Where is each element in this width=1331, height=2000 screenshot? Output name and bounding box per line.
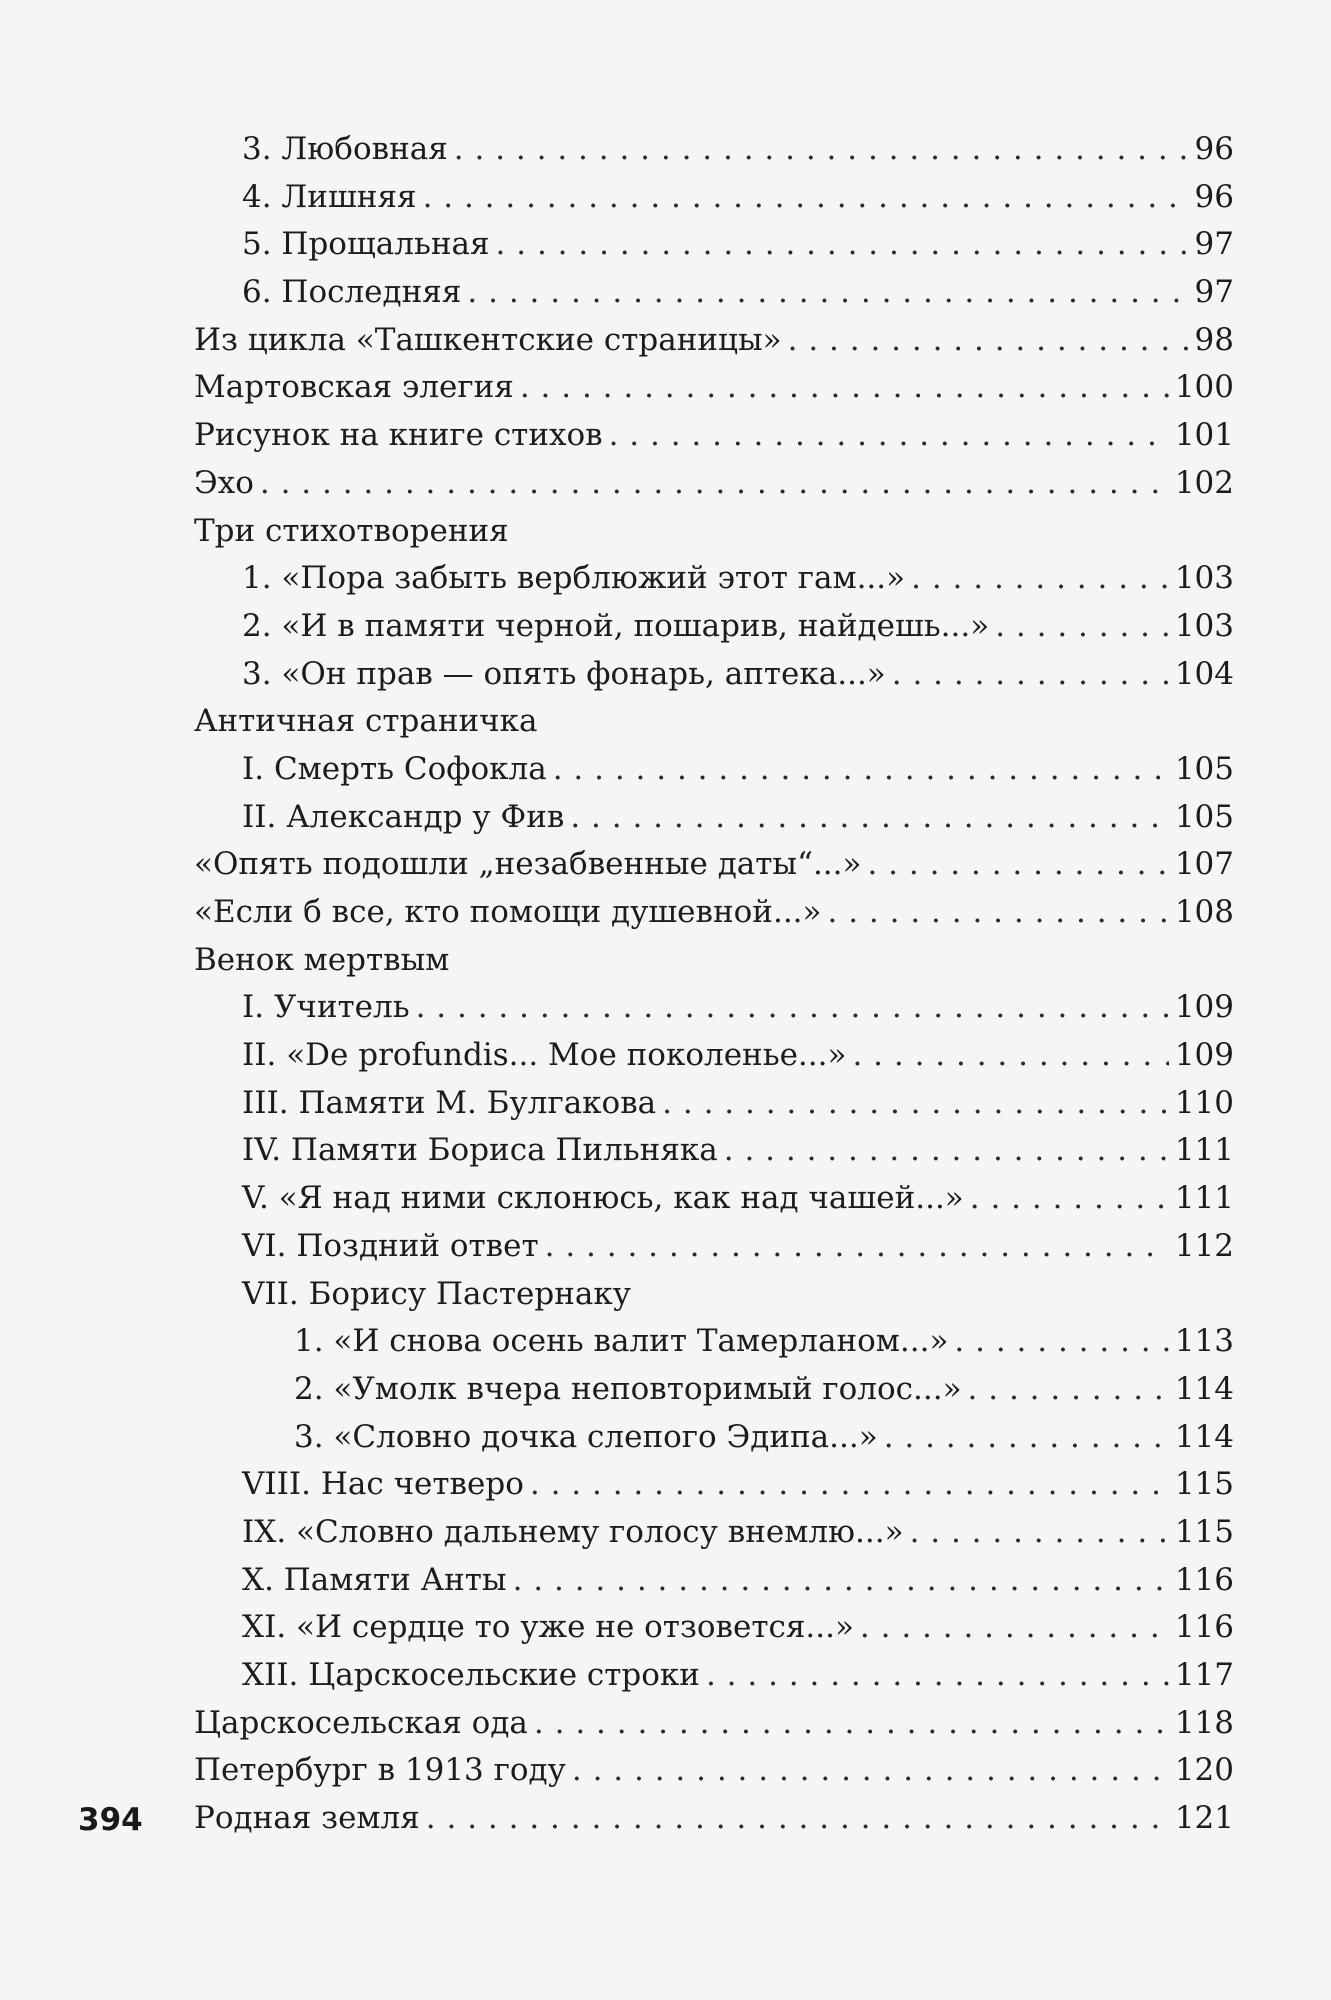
toc-entry-title: 2. «И в памяти черной, пошарив, найдешь...» <box>242 607 990 644</box>
toc-entry <box>194 1461 1234 1509</box>
toc-entry <box>194 1700 1234 1748</box>
dot-leader <box>867 841 1168 889</box>
dot-leader <box>570 794 1169 842</box>
dot-leader <box>426 1795 1169 1843</box>
dot-leader <box>724 1127 1169 1175</box>
dot-leader <box>513 1557 1169 1605</box>
toc-entry-title: 1. «Пора забыть верблюжий этот гам...» <box>242 560 906 597</box>
toc-entry <box>194 364 1234 412</box>
dot-leader <box>534 1700 1169 1748</box>
toc-entry <box>194 746 1234 794</box>
toc-entry-page: 107 <box>1174 846 1234 883</box>
toc-entry <box>194 1747 1234 1795</box>
toc-entry-title: Родная земля <box>194 1800 420 1837</box>
toc-entry-page: 101 <box>1174 417 1234 454</box>
toc-entry-page: 114 <box>1174 1370 1234 1407</box>
toc-entry-title: I. Смерть Софокла <box>242 750 547 787</box>
toc-entry <box>194 1414 1234 1462</box>
toc-entry <box>194 1127 1234 1175</box>
toc-entry-page: 116 <box>1174 1561 1234 1598</box>
toc-entry <box>194 1318 1234 1366</box>
toc-entry <box>194 1604 1234 1652</box>
toc-entry-title: XI. «И сердце то уже не отзовется...» <box>242 1609 854 1646</box>
dot-leader <box>260 460 1169 508</box>
toc-entry-title: 5. Прощальная <box>242 226 490 263</box>
toc-entry-page: 113 <box>1174 1323 1234 1360</box>
toc-entry-page: 116 <box>1174 1609 1234 1646</box>
toc-entry <box>194 317 1234 365</box>
dot-leader <box>416 984 1169 1032</box>
dot-leader <box>828 889 1169 937</box>
toc-entry-page: 104 <box>1174 655 1234 692</box>
toc-entry-page: 109 <box>1174 989 1234 1026</box>
toc-section-heading <box>194 508 1234 556</box>
toc-entry <box>194 1509 1234 1557</box>
toc-entry-title: Мартовская элегия <box>194 369 514 406</box>
dot-leader <box>860 1604 1169 1652</box>
toc-entry <box>194 651 1234 699</box>
toc-entry-page: 96 <box>1194 178 1234 215</box>
toc-entry-title: 1. «И снова осень валит Тамерланом...» <box>294 1323 949 1360</box>
toc-entry-title: 3. Любовная <box>242 131 448 167</box>
dot-leader <box>706 1652 1169 1700</box>
toc-entry-title: VIII. Нас четверо <box>242 1466 524 1503</box>
dot-leader <box>968 1366 1169 1414</box>
toc-entry-title: II. Александр у Фив <box>242 798 565 835</box>
toc-entry <box>194 1223 1234 1271</box>
toc-entry-title: V. «Я над ними склонюсь, как над чашей...» <box>242 1180 964 1217</box>
toc-section-heading <box>194 698 1234 746</box>
toc-entry <box>194 603 1234 651</box>
dot-leader <box>545 1223 1169 1271</box>
toc-entry <box>194 794 1234 842</box>
toc-entry-page: 103 <box>1174 560 1234 597</box>
dot-leader <box>892 651 1169 699</box>
toc-entry-page: 114 <box>1174 1418 1234 1455</box>
toc-entry-title: IV. Памяти Бориса Пильняка <box>242 1132 718 1169</box>
dot-leader <box>496 221 1188 269</box>
toc-entry <box>194 1175 1234 1223</box>
toc-entry <box>194 460 1234 508</box>
toc-entry-title: XII. Царскосельские строки <box>242 1657 700 1693</box>
toc-entry-page: 102 <box>1174 464 1234 501</box>
toc-entry-title: Рисунок на книге стихов <box>194 417 603 454</box>
dot-leader <box>970 1175 1169 1223</box>
table-of-contents <box>194 126 1234 1843</box>
toc-entry-title: Венок мертвым <box>194 941 450 978</box>
toc-entry-title: II. «De profundis... Мое поколенье...» <box>242 1037 847 1074</box>
toc-entry-page: 98 <box>1194 321 1234 358</box>
toc-entry-page: 105 <box>1174 750 1234 787</box>
toc-entry-page: 97 <box>1194 226 1234 263</box>
toc-entry <box>194 1080 1234 1128</box>
toc-entry-page: 120 <box>1174 1752 1234 1789</box>
toc-entry-page: 110 <box>1174 1084 1234 1121</box>
toc-entry-title: X. Памяти Анты <box>242 1561 507 1598</box>
toc-entry-title: Эхо <box>194 464 254 501</box>
dot-leader <box>852 1032 1168 1080</box>
toc-entry-title: Из цикла «Ташкентские страницы» <box>194 321 782 358</box>
toc-entry-page: 118 <box>1174 1704 1234 1741</box>
dot-leader <box>910 1509 1169 1557</box>
dot-leader <box>995 603 1169 651</box>
toc-entry-title: 3. «Словно дочка слепого Эдипа...» <box>294 1418 878 1455</box>
toc-entry-title: «Если б все, кто помощи душевной...» <box>194 894 822 930</box>
toc-entry-page: 103 <box>1174 607 1234 644</box>
toc-section-heading <box>194 1271 1234 1319</box>
toc-entry-page: 100 <box>1174 369 1234 406</box>
dot-leader <box>572 1747 1169 1795</box>
toc-entry-title: Петербург в 1913 году <box>194 1752 566 1789</box>
dot-leader <box>454 126 1188 174</box>
toc-entry-title: III. Памяти М. Булгакова <box>242 1084 657 1121</box>
dot-leader <box>520 364 1169 412</box>
toc-entry-page: 115 <box>1174 1513 1234 1550</box>
toc-entry <box>194 1652 1234 1700</box>
toc-entry <box>194 1032 1234 1080</box>
toc-entry-title: VII. Борису Пастернаку <box>242 1275 631 1312</box>
toc-entry-page: 105 <box>1174 798 1234 835</box>
toc-entry <box>194 555 1234 603</box>
dot-leader <box>467 269 1188 317</box>
toc-entry <box>194 984 1234 1032</box>
toc-entry <box>194 1557 1234 1605</box>
dot-leader <box>884 1414 1169 1462</box>
toc-entry-title: «Опять подошли „незабвенные даты“...» <box>194 846 862 883</box>
dot-leader <box>530 1461 1169 1509</box>
page-number: 394 <box>78 1802 143 1838</box>
dot-leader <box>954 1318 1168 1366</box>
toc-entry-page: 96 <box>1194 131 1234 167</box>
toc-entry-page: 115 <box>1174 1466 1234 1503</box>
toc-entry-page: 109 <box>1174 1037 1234 1074</box>
toc-entry <box>194 221 1234 269</box>
toc-entry <box>194 841 1234 889</box>
toc-entry <box>194 1795 1234 1843</box>
dot-leader <box>911 555 1169 603</box>
toc-entry <box>194 412 1234 460</box>
toc-entry-title: VI. Поздний ответ <box>242 1227 539 1264</box>
toc-entry-title: Три стихотворения <box>194 512 509 549</box>
toc-entry-title: 4. Лишняя <box>242 178 417 215</box>
toc-section-heading <box>194 937 1234 985</box>
toc-entry-title: Царскосельская ода <box>194 1704 528 1741</box>
toc-entry-page: 97 <box>1194 274 1234 311</box>
toc-entry <box>194 1366 1234 1414</box>
toc-entry-page: 121 <box>1174 1800 1234 1837</box>
toc-entry <box>194 174 1234 222</box>
toc-entry-page: 108 <box>1174 894 1234 930</box>
toc-entry-page: 112 <box>1174 1227 1234 1264</box>
toc-entry <box>194 889 1234 937</box>
dot-leader <box>788 317 1188 365</box>
dot-leader <box>609 412 1169 460</box>
dot-leader <box>553 746 1169 794</box>
toc-entry-page: 111 <box>1174 1180 1234 1217</box>
toc-entry-page: 111 <box>1174 1132 1234 1169</box>
toc-entry-page: 117 <box>1174 1657 1234 1693</box>
toc-entry <box>194 269 1234 317</box>
toc-entry-title: 3. «Он прав — опять фонарь, аптека...» <box>242 655 886 692</box>
toc-entry-title: IX. «Словно дальнему голосу внемлю...» <box>242 1513 904 1550</box>
toc-entry <box>194 126 1234 174</box>
dot-leader <box>423 174 1188 222</box>
toc-entry-title: 2. «Умолк вчера неповторимый голос...» <box>294 1370 962 1407</box>
dot-leader <box>662 1080 1169 1128</box>
toc-entry-title: Античная страничка <box>194 703 538 740</box>
toc-entry-title: I. Учитель <box>242 989 410 1026</box>
toc-entry-title: 6. Последняя <box>242 274 462 311</box>
